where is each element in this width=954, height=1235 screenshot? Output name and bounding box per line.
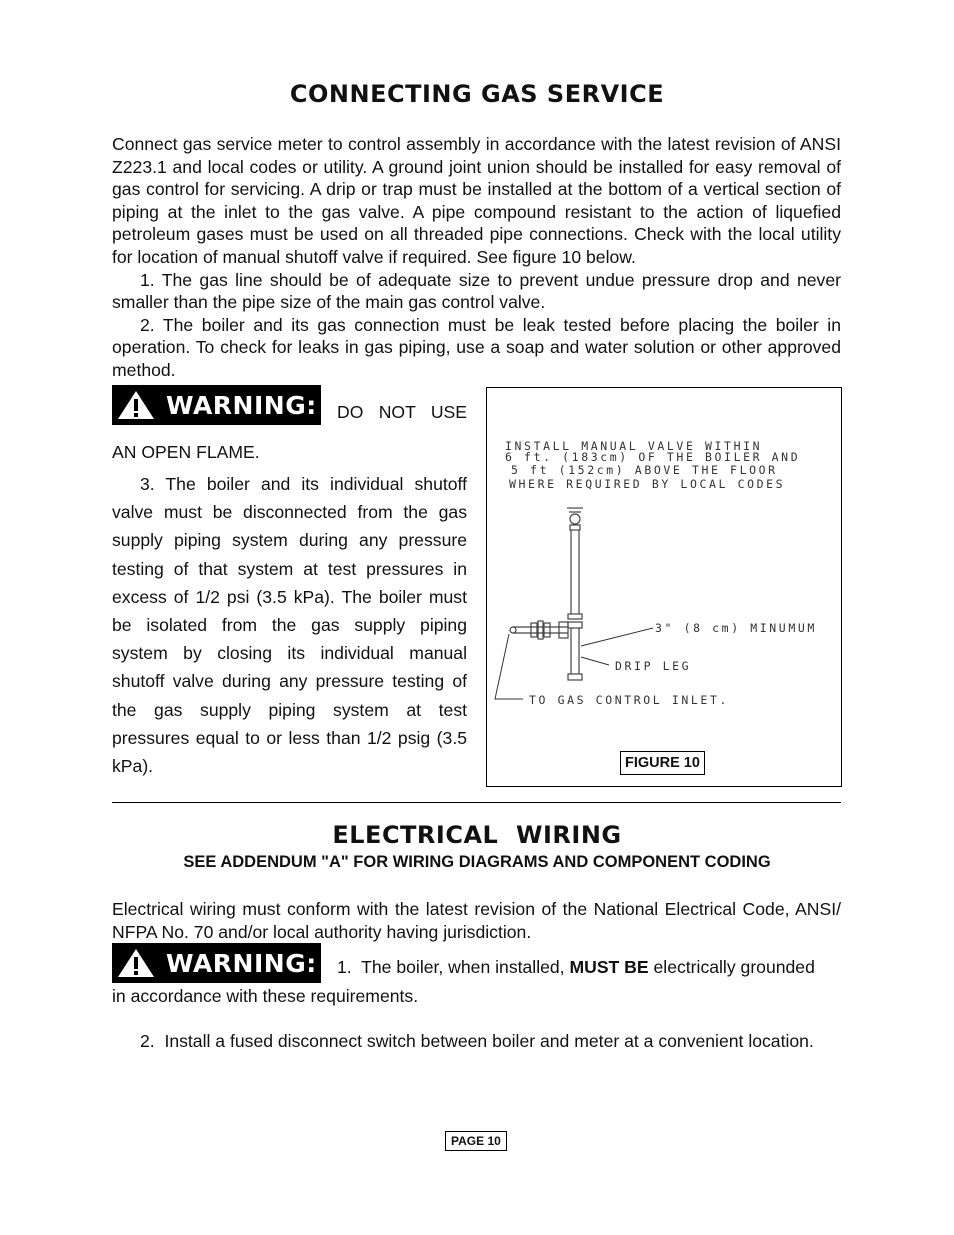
gas-section-title: CONNECTING GAS SERVICE xyxy=(289,80,665,108)
gas-intro-block xyxy=(112,133,841,382)
electrical-section-title: ELECTRICAL WIRING xyxy=(332,821,622,849)
diagram-label-inlet: TO GAS CONTROL INLET. xyxy=(529,693,729,707)
electrical-subtitle: SEE ADDENDUM "A" FOR WIRING DIAGRAMS AND COMPONENT CODING xyxy=(183,853,771,871)
vertical-pipe xyxy=(568,530,582,680)
diagram-note-line-2: 6 ft. (183cm) OF THE BOILER AND xyxy=(505,450,801,464)
diagram-note-line-3: 5 ft (152cm) ABOVE THE FLOOR xyxy=(511,463,778,477)
electrical-item-1-continued: in accordance with these requirements. xyxy=(112,986,419,1006)
diagram-label-minimum: 3" (8 cm) MINUMUM xyxy=(655,621,817,635)
gas-item-1: 1. The gas line should be of adequate size to prevent undue pressure drop and never smaller than the pipe size of the main gas control valve. xyxy=(112,269,841,313)
warning-label: WARNING: xyxy=(166,948,317,978)
section-divider xyxy=(112,802,841,803)
diagram-note-line-1: INSTALL MANUAL VALVE WITHIN xyxy=(505,439,763,453)
horizontal-pipe xyxy=(510,621,568,639)
diagram-label-drip-leg: DRIP LEG xyxy=(615,659,692,673)
electrical-intro: Electrical wiring must conform with the latest revision of the National Electrical Code, ANSI/ NFPA No. 70 and/or local authority having jurisdiction. xyxy=(112,899,841,942)
warning-triangle-icon xyxy=(116,947,156,979)
warning-triangle-icon xyxy=(116,389,156,421)
electrical-item-1-pre: 1. The boiler, when installed, xyxy=(337,957,570,977)
figure-caption: FIGURE 10 xyxy=(620,751,705,775)
electrical-item-2: 2. Install a fused disconnect switch between boiler and meter at a convenient location. xyxy=(140,1031,814,1051)
electrical-warning-badge xyxy=(112,943,321,983)
warning-label: WARNING: xyxy=(166,390,317,420)
diagram-note-line-4: WHERE REQUIRED BY LOCAL CODES xyxy=(509,477,786,491)
valve-icon xyxy=(567,508,583,530)
page-number: PAGE 10 xyxy=(445,1131,507,1151)
gas-intro-paragraph: Connect gas service meter to control assembly in accordance with the latest revision of ANSI Z223.1 and local codes or utility. A ground joint union should be installed for easy removal of gas control for servicing. A drip or trap must be installed at the bottom of a vertical section of piping at the inlet to the gas valve. A pipe compound resistant to the action of liquefied petroleum gases must be used on all threaded pipe connections. Check with the local utility for location of manual shutoff valve if required. See figure 10 below. xyxy=(112,134,841,267)
gas-item-2: 2. The boiler and its gas connection must be leak tested before placing the boiler in operation. To check for leaks in gas piping, use a soap and water solution or other approved method. xyxy=(112,314,841,380)
figure-10-frame xyxy=(486,387,842,787)
gas-item-3: 3. The boiler and its individual shutoff valve must be disconnected from the gas supply piping system during any pressure testing of that system at test pressures in excess of 1/2 psi (3.5 kPa). The boiler must be isolated from the gas supply piping system by closing its individual manual shutoff valve during any pressure testing of the gas supply piping system at test pressures equal to or less than 1/2 psig (3.5 kPa). xyxy=(112,474,467,777)
electrical-item-1 xyxy=(337,957,815,978)
gas-warning-text-a: DO NOT USE xyxy=(337,402,467,422)
electrical-item-1-post: electrically grounded xyxy=(648,957,815,977)
gas-warning-text-b: AN OPEN FLAME. xyxy=(112,442,260,462)
electrical-item-1-bold: MUST BE xyxy=(569,957,649,977)
gas-piping-diagram xyxy=(487,388,841,786)
gas-warning-badge xyxy=(112,385,321,425)
